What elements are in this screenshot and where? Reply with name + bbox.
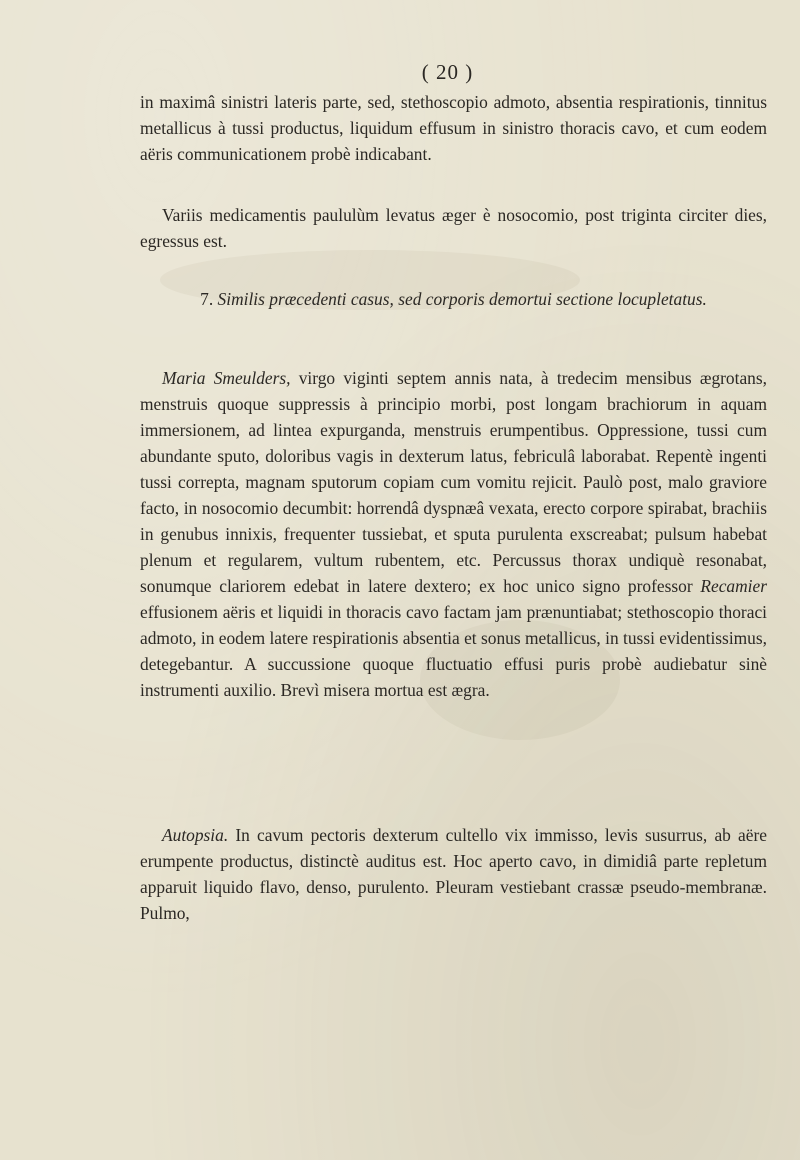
patient-name: Maria Smeulders,	[162, 368, 291, 388]
section-heading	[140, 286, 767, 312]
paragraph-discharge	[140, 202, 767, 254]
paragraph-text	[140, 365, 767, 703]
section-title: Similis præcedenti casus, sed corporis demortui sectione locupletatus.	[217, 289, 707, 309]
paragraph-case-history	[140, 365, 767, 703]
autopsy-text: In cavum pectoris dexterum cultello vix immisso, levis susurrus, ab aëre erumpente productus, distinctè auditus est. Hoc aperto cavo, in dimidiâ parte repletum apparuit liquido flavo, denso, purulento. Pleuram vestiebant crassæ pseudo-membranæ. Pulmo,	[140, 825, 767, 923]
paragraph-autopsy	[140, 822, 767, 926]
paragraph-continuation	[140, 89, 767, 167]
case-text: virgo viginti septem annis nata, à tredecim mensibus ægrotans, menstruis quoque suppressis à principio morbi, post longam brachiorum in aquam immersionem, ad linteа expurganda, menstruis erumpentibus. Oppressione, tussi cum abundante sputo, doloribus vagis in dexterum latus, febriculâ laborabat. Repentè ingenti tussi correpta, magnam sputorum copiam cum vomitu rejicit. Paulò post, malo graviore facto, in nosocomio decumbit: horrendâ dyspnæâ vexata, erecto corpore spirabat, brachiis in genubus innixis, frequenter tussiebat, et sputa purulenta exscreabat; pulsum habebat plenum et regularem, vultum rubentem, etc. Percussus thorax undiquè resonabat, sonumque clariorem edebat in latere dextero; ex hoc unico signo professor	[140, 368, 767, 596]
page-number: ( 20 )	[421, 60, 474, 84]
paragraph-text	[140, 822, 767, 926]
autopsy-label: Autopsia.	[162, 825, 229, 845]
case-text-end: effusionem aëris et liquidi in thoracis cavo factam jam prænuntiabat; stethoscopio thoraci admoto, in eodem latere respirationis absentia et sonus metallicus, in tussi evidentissimus, detegebantur. A succussione quoque fluctuatio effusi puris probè audiebatur sinè instrumenti auxilio. Brevì misera mortua est ægra.	[140, 602, 767, 700]
section-number: 7.	[200, 289, 214, 309]
professor-name: Recamier	[700, 576, 767, 596]
paragraph-text: in maximâ sinistri lateris parte, sed, stethoscopio admoto, absentia respirationis, tinnitus metallicus à tussi productus, liquidum effusum in sinistro thoracis cavo, et cum eodem aëris communicationem probè indicabant.	[140, 92, 767, 164]
paragraph-text: Variis medicamentis paululùm levatus æger è nosocomio, post triginta circiter dies, egressus est.	[140, 205, 767, 251]
